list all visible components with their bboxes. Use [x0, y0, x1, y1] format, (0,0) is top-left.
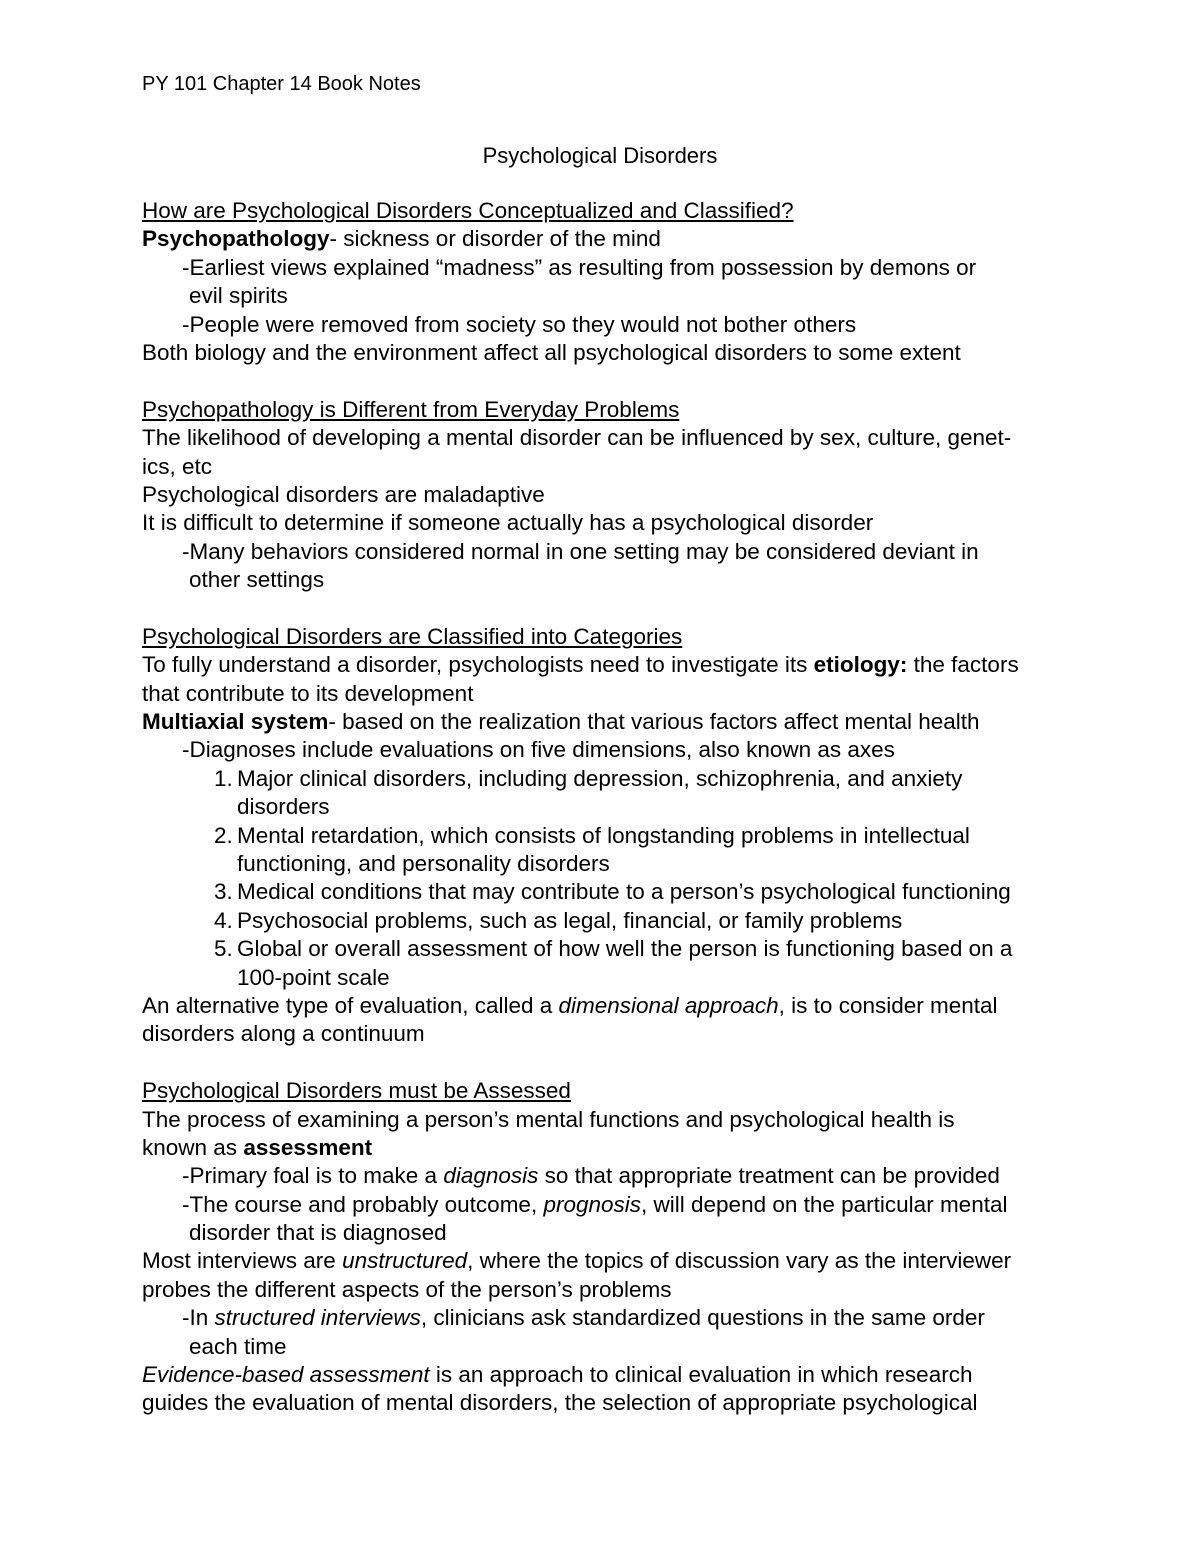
paragraph-line: Psychological disorders are maladaptive — [142, 481, 545, 507]
paragraph-line: The likelihood of developing a mental disorder can be influenced by sex, culture, genet- — [142, 425, 1012, 451]
list-item-4: 4. Psychosocial problems, such as legal, financial, or family problems — [214, 907, 903, 933]
term-psychopathology: Psychopathology — [142, 226, 330, 252]
paragraph-line: Evidence-based assessment is an approach to clinical evaluation in which research — [142, 1362, 973, 1388]
paragraph-line: other settings — [189, 567, 325, 593]
paragraph-line: evil spirits — [189, 283, 288, 309]
paragraph-line: -People were removed from society so they would not bother others — [182, 311, 857, 337]
list-item-1-cont: disorders — [237, 794, 330, 820]
document-body — [142, 197, 1072, 1418]
paragraph-line: -Diagnoses include evaluations on five dimensions, also known as axes — [182, 737, 895, 763]
paragraph-line: -Primary foal is to make a diagnosis so that appropriate treatment can be provided — [182, 1163, 1000, 1189]
paragraph-line: The process of examining a person’s mental functions and psychological health is — [142, 1106, 955, 1132]
paragraph-line: known as assessment — [142, 1134, 373, 1160]
term-evidence-based-assessment: Evidence-based assessment — [142, 1362, 430, 1388]
paragraph-line: Multiaxial system- based on the realization that various factors affect mental health — [142, 709, 980, 735]
paragraph-line: -The course and probably outcome, prognosis, will depend on the particular mental — [182, 1191, 1008, 1217]
section-heading-conceptualized: How are Psychological Disorders Conceptualized and Classified? — [142, 198, 794, 223]
term-assessment: assessment — [243, 1134, 373, 1160]
document-title: Psychological Disorders — [482, 143, 718, 168]
list-item-1: 1. Major clinical disorders, including depression, schizophrenia, and anxiety — [214, 765, 963, 791]
page-header: PY 101 Chapter 14 Book Notes — [142, 73, 421, 95]
list-item-3: 3. Medical conditions that may contribute to a person’s psychological functioning — [214, 879, 1011, 905]
term-prognosis: prognosis — [543, 1191, 642, 1217]
term-diagnosis: diagnosis — [443, 1163, 539, 1189]
section-heading-everyday-problems: Psychopathology is Different from Everyday Problems — [142, 396, 680, 422]
term-etiology: etiology: — [813, 652, 908, 678]
list-item-2: 2. Mental retardation, which consists of longstanding problems in intellectual — [214, 822, 970, 848]
paragraph-line: Both biology and the environment affect all psychological disorders to some extent — [142, 339, 961, 365]
term-multiaxial-system: Multiaxial system — [142, 709, 329, 735]
list-item-5-cont: 100-point scale — [237, 964, 390, 990]
paragraph-line: Psychopathology- sickness or disorder of the mind — [142, 226, 661, 252]
paragraph-line: -Many behaviors considered normal in one setting may be considered deviant in — [182, 538, 979, 564]
paragraph-line: guides the evaluation of mental disorders, the selection of appropriate psychological — [142, 1390, 978, 1416]
term-dimensional-approach: dimensional approach — [558, 992, 779, 1018]
paragraph-line: disorders along a continuum — [142, 1021, 425, 1047]
paragraph-line: disorder that is diagnosed — [189, 1220, 447, 1246]
paragraph-line: that contribute to its development — [142, 680, 474, 706]
section-heading-categories: Psychological Disorders are Classified into Categories — [142, 623, 683, 649]
paragraph-line: -In structured interviews, clinicians ask standardized questions in the same order — [182, 1305, 985, 1331]
paragraph-line: each time — [189, 1333, 287, 1359]
paragraph-line: It is difficult to determine if someone actually has a psychological disorder — [142, 510, 874, 536]
paragraph-line: Most interviews are unstructured, where the topics of discussion vary as the interviewer — [142, 1248, 1012, 1274]
term-unstructured: unstructured — [342, 1248, 468, 1274]
term-structured-interviews: structured interviews — [214, 1305, 421, 1331]
paragraph-line: probes the different aspects of the person’s problems — [142, 1276, 672, 1302]
paragraph-line: ics, etc — [142, 453, 213, 479]
paragraph-line: To fully understand a disorder, psychologists need to investigate its etiology: the factors — [142, 652, 1019, 678]
paragraph-line: An alternative type of evaluation, called a dimensional approach, is to consider mental — [142, 992, 998, 1018]
paragraph-line: -Earliest views explained “madness” as resulting from possession by demons or — [182, 254, 977, 280]
list-item-5: 5. Global or overall assessment of how well the person is functioning based on a — [214, 936, 1013, 962]
section-heading-assessed: Psychological Disorders must be Assessed — [142, 1078, 571, 1104]
list-item-2-cont: functioning, and personality disorders — [237, 850, 610, 876]
